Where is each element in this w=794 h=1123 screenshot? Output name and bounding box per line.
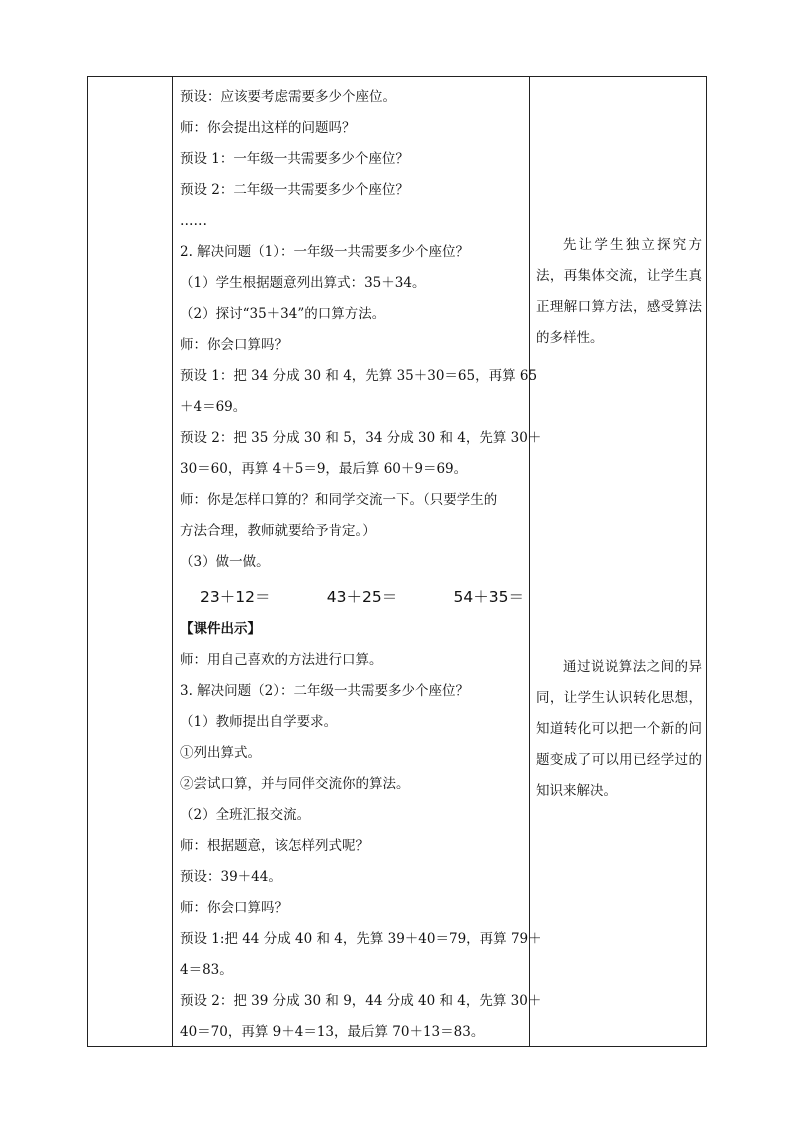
text-line: 预设：39＋44。: [180, 869, 282, 885]
text-line: 师：用自己喜欢的方法进行口算。: [180, 652, 383, 668]
teaching-process-column: [180, 82, 542, 1048]
text-line: （1）教师提出自学要求。: [180, 714, 338, 730]
text-line: 师：你会口算吗？: [180, 337, 288, 353]
text-line: 预设 2：把 39 分成 30 和 9，44 分成 40 和 4，先算 30＋: [180, 993, 542, 1009]
text-line: 预设 2：二年级一共需要多少个座位？: [180, 182, 409, 198]
exercise-item: 43＋25＝: [326, 588, 398, 606]
text-line: 预设：应该要考虑需要多少个座位。: [180, 89, 396, 105]
text-line: 师：根据题意，该怎样列式呢？: [180, 838, 369, 854]
exercise-item: 23＋12＝: [200, 588, 271, 606]
text-line: ①列出算式。: [180, 745, 261, 761]
text-line: 预设 1：一年级一共需要多少个座位？: [180, 151, 409, 167]
text-line: ②尝试口算，并与同伴交流你的算法。: [180, 776, 410, 792]
section-heading: 3. 解决问题（2）：二年级一共需要多少个座位？: [180, 683, 470, 699]
text-line: 40＝70，再算 9＋4＝13，最后算 70＋13＝83。: [180, 1024, 485, 1040]
text-line: 方法合理，教师就要给予肯定。）: [180, 523, 376, 539]
column-divider-right: [529, 77, 530, 1046]
text-line: 预设 2：把 35 分成 30 和 5，34 分成 30 和 4，先算 30＋: [180, 430, 542, 446]
ellipsis-line: ……: [180, 213, 207, 229]
text-line: （1）学生根据题意列出算式：35＋34。: [180, 275, 426, 291]
text-line: （2）全班汇报交流。: [180, 807, 311, 823]
text-line: 预设 1：把 34 分成 30 和 4，先算 35＋30＝65，再算 65: [180, 368, 538, 384]
design-intent-note-1: [536, 230, 702, 354]
text-line: 师：你是怎样口算的？和同学交流一下。（只要学生的: [180, 492, 498, 508]
exercise-item: 54＋35＝: [453, 588, 524, 606]
courseware-label: 【课件出示】: [180, 621, 261, 637]
text-line: 师：你会提出这样的问题吗？: [180, 120, 356, 136]
section-heading: 2. 解决问题（1）：一年级一共需要多少个座位？: [180, 244, 470, 260]
note-text: 先让学生独立探究方法，再集体交流，让学生真正理解口算方法，感受算法的多样性。: [536, 237, 702, 346]
exercise-row: [180, 581, 524, 614]
lesson-plan-table: [87, 76, 707, 1047]
text-line: （2）探讨“35＋34”的口算方法。: [180, 306, 386, 322]
text-line: 师：你会口算吗？: [180, 900, 288, 916]
column-divider-left: [172, 77, 173, 1046]
text-line: 4＝83。: [180, 962, 233, 978]
note-text: 通过说说算法之间的异同，让学生认识转化思想，知道转化可以把一个新的问题变成了可以用已经学过的知识来解决。: [536, 659, 702, 799]
text-line: ＋4＝69。: [180, 399, 247, 415]
text-line: （3）做一做。: [180, 554, 270, 570]
text-line: 预设 1:把 44 分成 40 和 4，先算 39＋40＝79，再算 79＋: [180, 931, 542, 947]
design-intent-note-2: [536, 652, 702, 807]
text-line: 30＝60，再算 4＋5＝9，最后算 60＋9＝69。: [180, 461, 468, 477]
